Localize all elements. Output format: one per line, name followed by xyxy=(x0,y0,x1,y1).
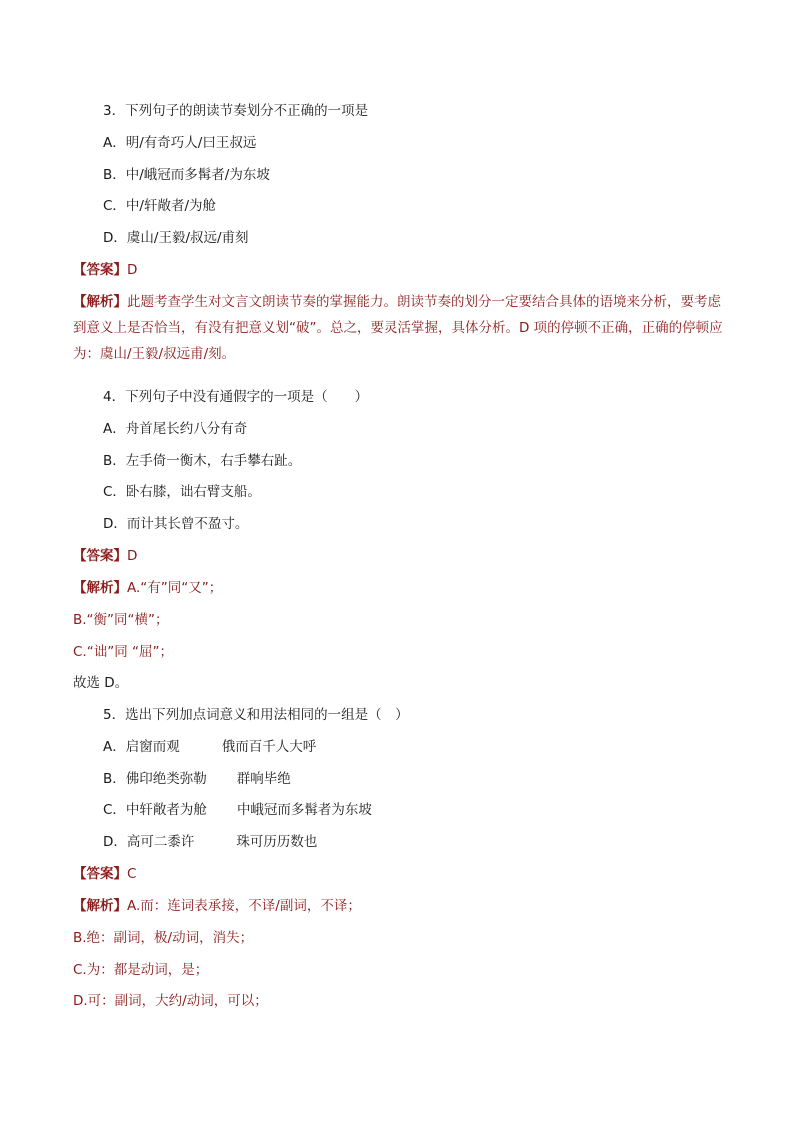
q3-option-b: B．中/峨冠而多髯者/为东坡 xyxy=(103,167,270,183)
q4-analysis-b: B.“衡”同“横”； xyxy=(73,612,169,628)
analysis-label: 【解析】 xyxy=(73,580,127,596)
q3-option-a: A．明/有奇巧人/曰王叔远 xyxy=(103,135,257,151)
q4-stem: 4．下列句子中没有通假字的一项是（ ） xyxy=(103,389,369,405)
answer-label: 【答案】 xyxy=(73,262,127,278)
option-b-right: 群响毕绝 xyxy=(236,771,291,787)
answer-label: 【答案】 xyxy=(73,866,127,882)
analysis-text: 此题考查学生对文言文朗读节奏的掌握能力。朗读节奏的划分一定要结合具体的语境来分析，要考虑到意义上是否恰当，有没有把意义划“破”。总之，要灵活掌握，具体分析。D 项的停顿不正确，正确的停顿应为：虞山/王毅/叔远甫/刻。 xyxy=(73,294,723,362)
q4-option-d: D．而计其长曾不盈寸。 xyxy=(103,516,249,532)
q5-analysis-a xyxy=(73,897,361,915)
option-a-left: A．启窗而观 xyxy=(103,739,180,755)
option-d-left: D．高可二黍许 xyxy=(103,834,195,850)
q5-option-a xyxy=(103,738,316,756)
q3-answer xyxy=(73,261,137,279)
q4-analysis-a xyxy=(73,579,222,597)
answer-label: 【答案】 xyxy=(73,548,127,564)
analysis-label: 【解析】 xyxy=(73,294,127,310)
q3-stem: 3．下列句子的朗读节奏划分不正确的一项是 xyxy=(103,103,369,119)
option-c-left: C．中轩敞者为舱 xyxy=(103,802,207,818)
analysis-text: A.而：连词表承接，不译/副词，不译； xyxy=(127,898,361,914)
option-d-right: 珠可历历数也 xyxy=(236,834,318,850)
q5-analysis-b: B.绝：副词，极/动词，消失； xyxy=(73,930,254,946)
option-c-right: 中峨冠而多髯者为东坡 xyxy=(236,802,372,818)
q5-analysis-c: C.为：都是动词，是； xyxy=(73,962,209,978)
answer-value: D xyxy=(127,548,138,564)
option-b-left: B．佛印绝类弥勒 xyxy=(103,771,207,787)
answer-value: D xyxy=(127,262,138,278)
q5-option-d xyxy=(103,833,317,851)
q5-stem: 5．选出下列加点词意义和用法相同的一组是（ ） xyxy=(103,707,409,723)
q3-analysis xyxy=(73,289,723,367)
q4-conclusion: 故选 D。 xyxy=(73,675,129,691)
q4-option-c: C．卧右膝，诎右臂支船。 xyxy=(103,484,261,500)
option-a-right: 俄而百千人大呼 xyxy=(221,739,317,755)
analysis-text: A.“有”同“又”； xyxy=(127,580,223,596)
q3-option-c: C．中/轩敞者/为舱 xyxy=(103,198,217,214)
answer-value: C xyxy=(127,866,137,882)
q4-option-a: A．舟首尾长约八分有奇 xyxy=(103,421,248,437)
q5-analysis-d: D.可：副词，大约/动词，可以； xyxy=(73,993,268,1009)
q4-analysis-c: C.“诎”同 “屈”； xyxy=(73,644,173,660)
q5-option-c xyxy=(103,801,372,819)
q3-option-d: D．虞山/王毅/叔远/甫刻 xyxy=(103,230,249,246)
q4-option-b: B．左手倚一衡木，右手攀右趾。 xyxy=(103,453,302,469)
q5-option-b xyxy=(103,770,291,788)
analysis-label: 【解析】 xyxy=(73,898,127,914)
q4-answer xyxy=(73,547,137,565)
q5-answer xyxy=(73,865,136,883)
